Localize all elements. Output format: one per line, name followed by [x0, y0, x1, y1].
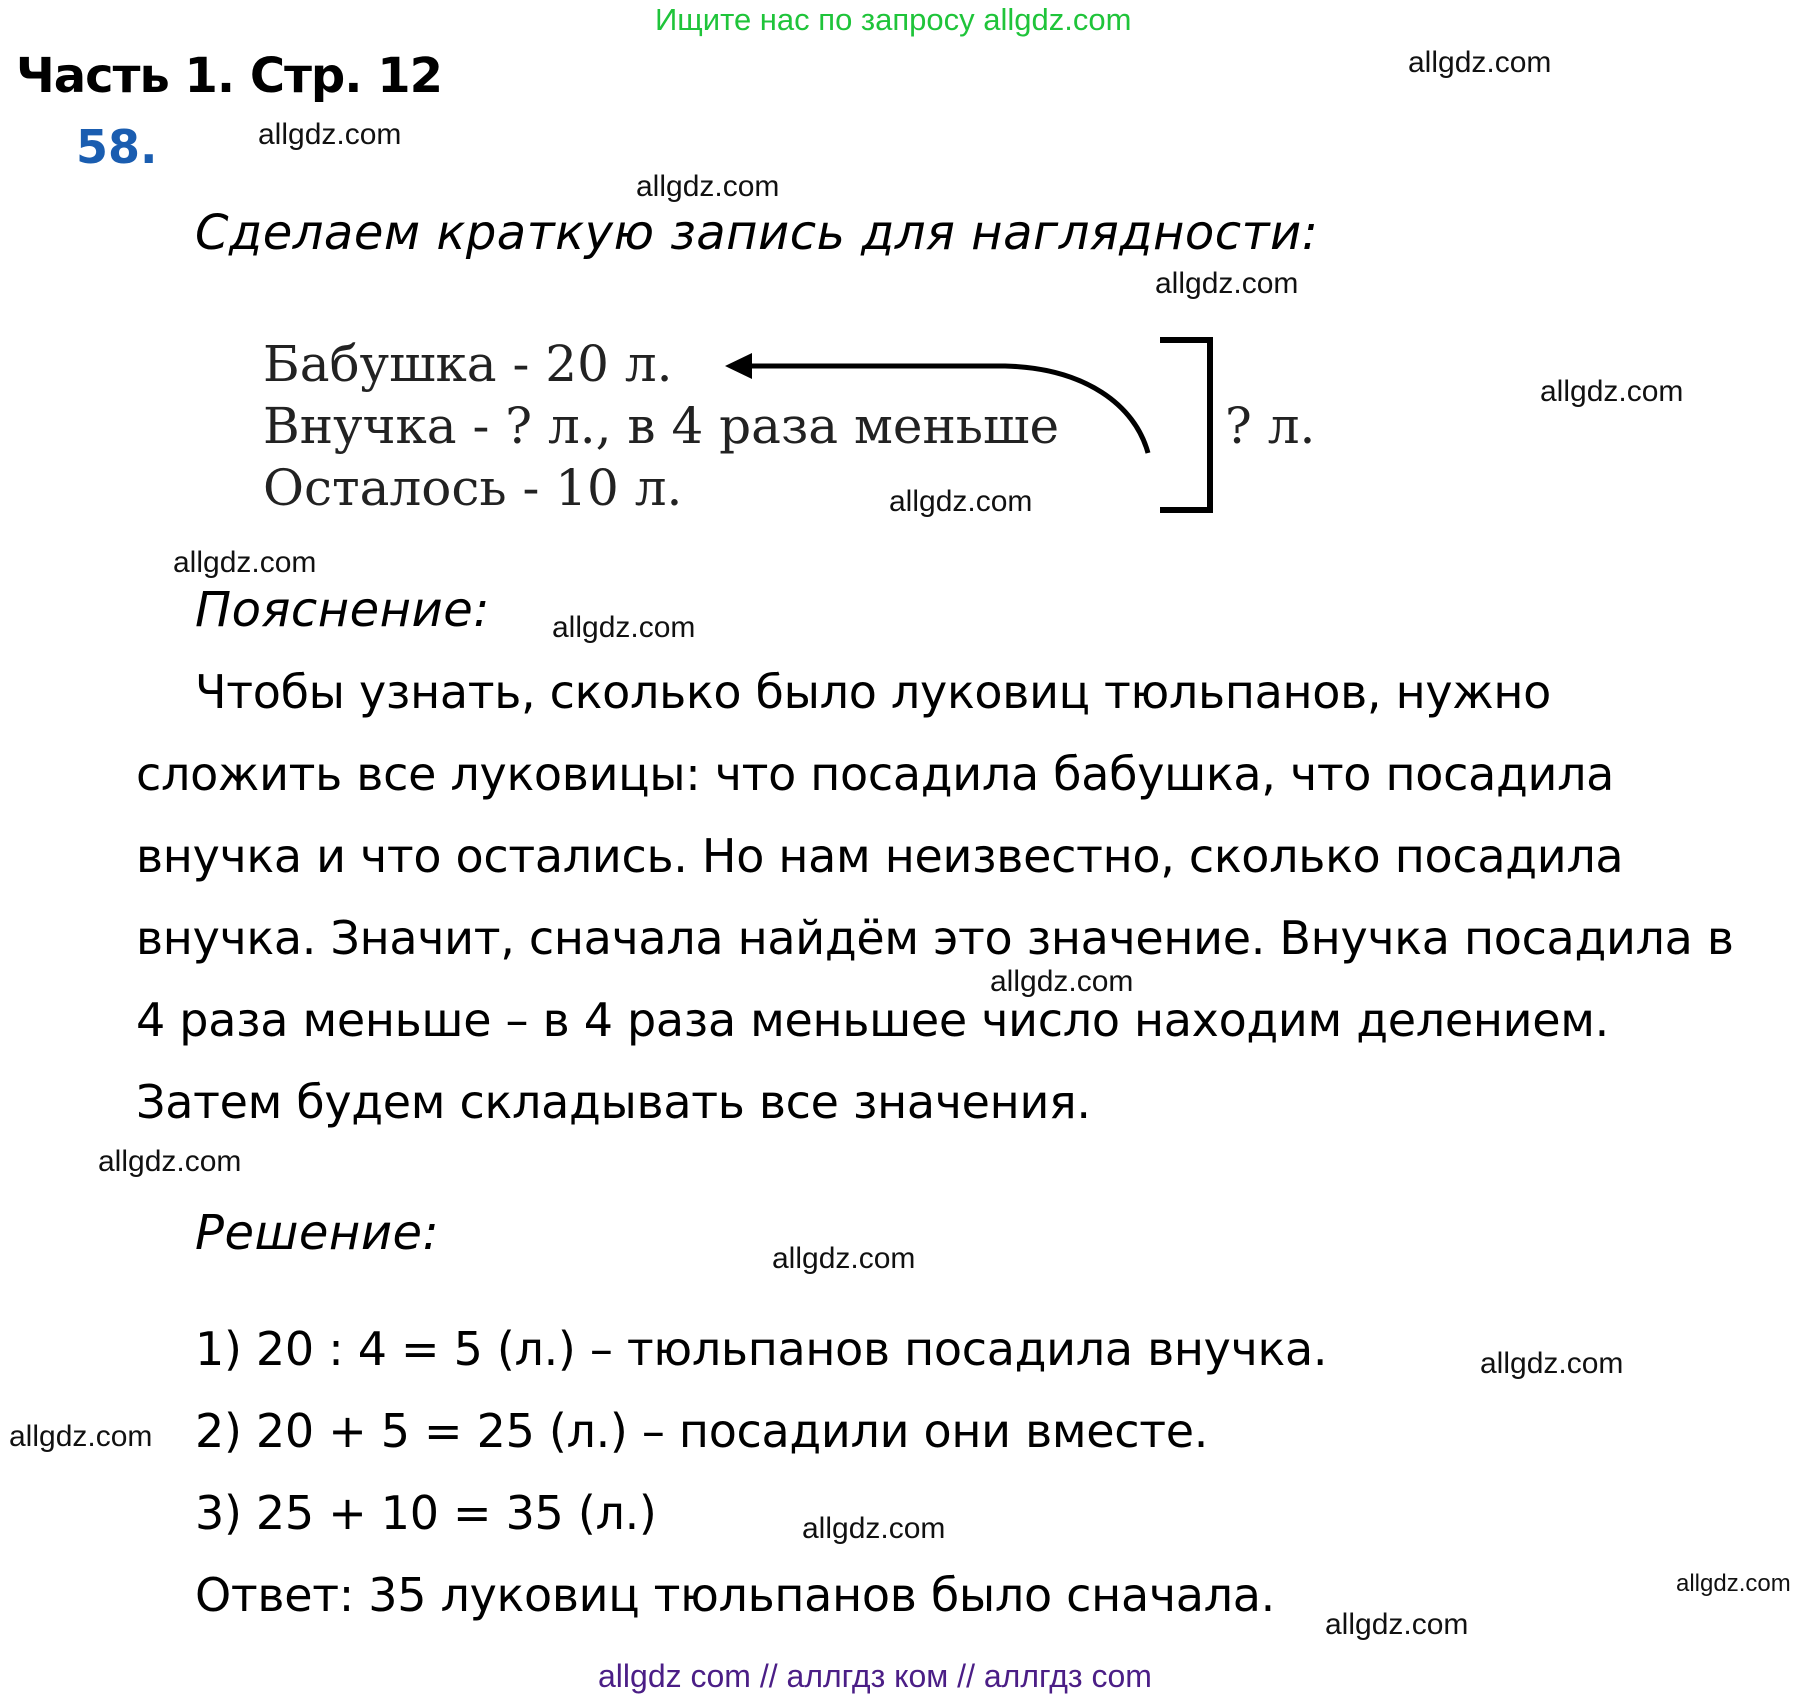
explanation-line: внучка и что остались. Но нам неизвестно, сколько посадила: [136, 829, 1624, 883]
watermark: allgdz.com: [1325, 1608, 1469, 1641]
explanation-heading: Пояснение:: [195, 582, 490, 638]
watermark: allgdz.com: [889, 485, 1033, 518]
watermark: allgdz.com: [636, 170, 780, 203]
solution-step: 1) 20 : 4 = 5 (л.) – тюльпанов посадила внучка.: [195, 1322, 1328, 1376]
watermark: allgdz.com: [990, 965, 1134, 998]
watermark: allgdz.com: [1408, 46, 1552, 79]
watermark: allgdz.com: [1155, 267, 1299, 300]
solution-step: 2) 20 + 5 = 25 (л.) – посадили они вместе.: [195, 1404, 1209, 1458]
explanation-line: внучка. Значит, сначала найдём это значение. Внучка посадила в: [136, 911, 1734, 965]
diagram-line-remaining: Осталось - 10 л.: [263, 459, 683, 517]
diagram-line-grandma: Бабушка - 20 л.: [263, 335, 673, 393]
short-note-heading: Сделаем краткую запись для наглядности:: [195, 205, 1319, 261]
explanation-line: сложить все луковицы: что посадила бабушка, что посадила: [136, 747, 1615, 801]
exercise-number: 58.: [76, 120, 158, 174]
watermark: allgdz.com: [9, 1420, 153, 1453]
page-title: Часть 1. Стр. 12: [16, 48, 443, 104]
watermark: allgdz.com: [258, 118, 402, 151]
answer-line: Ответ: 35 луковиц тюльпанов было сначала.: [195, 1568, 1275, 1622]
watermark: allgdz.com: [552, 611, 696, 644]
diagram-line-granddaughter: Внучка - ? л., в 4 раза меньше: [263, 397, 1060, 455]
explanation-line: Затем будем складывать все значения.: [136, 1075, 1091, 1129]
bracket-total-label: ? л.: [1225, 397, 1316, 455]
watermark: allgdz.com: [1480, 1347, 1624, 1380]
watermark: allgdz.com: [772, 1242, 916, 1275]
watermark: allgdz.com: [173, 546, 317, 579]
search-banner: Ищите нас по запросу allgdz.com: [655, 2, 1132, 37]
bracket-icon: [255, 335, 1345, 525]
short-note-diagram: [255, 335, 1345, 525]
watermark: allgdz.com: [1540, 375, 1684, 408]
solution-heading: Решение:: [195, 1205, 440, 1261]
explanation-line: 4 раза меньше – в 4 раза меньшее число находим делением.: [136, 993, 1609, 1047]
explanation-line: Чтобы узнать, сколько было луковиц тюльпанов, нужно: [195, 665, 1552, 719]
watermark: allgdz.com: [98, 1145, 242, 1178]
watermark: allgdz.com: [802, 1512, 946, 1545]
watermark: allgdz.com: [1676, 1570, 1791, 1597]
solution-step: 3) 25 + 10 = 35 (л.): [195, 1486, 657, 1540]
footer-links[interactable]: allgdz com // аллгдз ком // аллгдз com: [598, 1658, 1152, 1694]
